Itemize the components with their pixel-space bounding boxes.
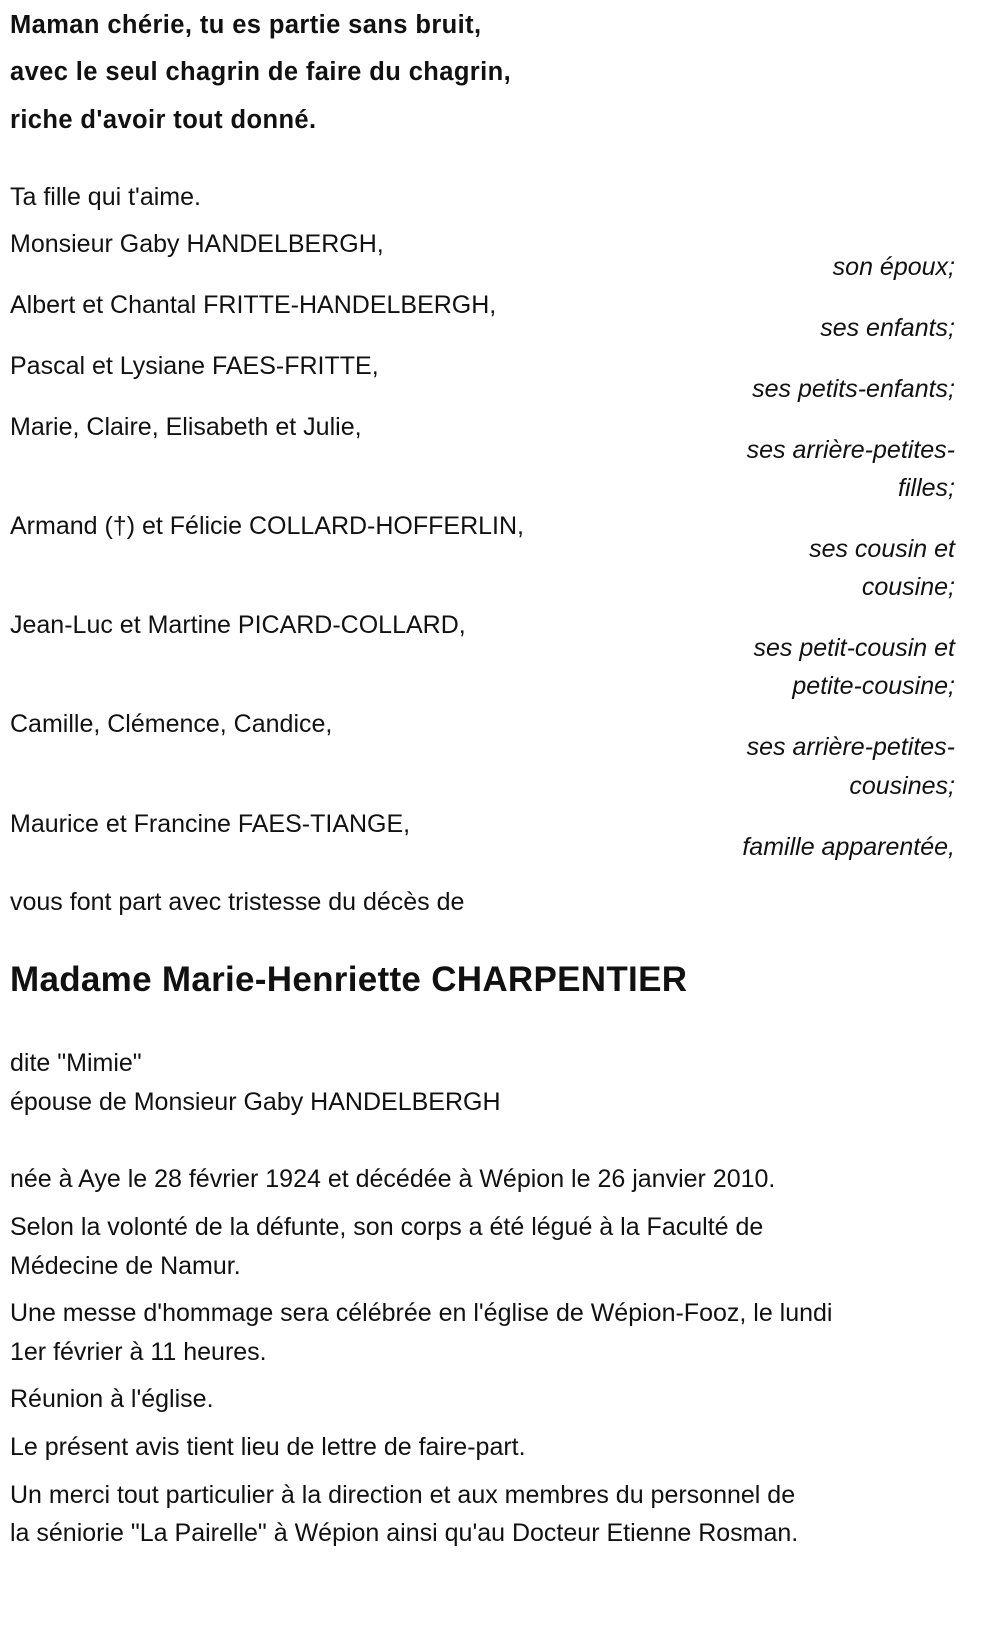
birth-death-line: née à Aye le 28 février 1924 et décédée à Wépion le 26 janvier 2010.: [10, 1165, 776, 1193]
family-names: Maurice et Francine FAES-TIANGE,: [10, 810, 411, 838]
body-donation-line: Selon la volonté de la défunte, son corps a été légué à la Faculté de: [10, 1213, 764, 1241]
family-relation: cousine;: [861, 573, 955, 601]
family-names: Monsieur Gaby HANDELBERGH,: [10, 230, 384, 258]
notice-line: Le présent avis tient lieu de lettre de faire-part.: [10, 1433, 526, 1461]
deceased-name: Madame Marie-Henriette CHARPENTIER: [10, 960, 688, 999]
family-relation: ses arrière-petites-: [746, 436, 955, 464]
family-names: Pascal et Lysiane FAES-FRITTE,: [10, 352, 379, 380]
verse-line: avec le seul chagrin de faire du chagrin,: [10, 58, 512, 86]
signature: Ta fille qui t'aime.: [10, 183, 201, 211]
thanks-line: Un merci tout particulier à la direction et aux membres du personnel de: [10, 1481, 796, 1509]
family-relation: ses arrière-petites-: [746, 733, 955, 761]
mass-line: 1er février à 11 heures.: [10, 1338, 267, 1366]
family-relation: petite-cousine;: [792, 672, 955, 700]
family-names: Jean-Luc et Martine PICARD-COLLARD,: [10, 611, 466, 639]
family-relation: famille apparentée,: [742, 833, 955, 861]
verse-line: Maman chérie, tu es partie sans bruit,: [10, 11, 482, 39]
family-relation: cousines;: [849, 772, 955, 800]
verse-line: riche d'avoir tout donné.: [10, 106, 317, 134]
family-relation: ses petits-enfants;: [752, 375, 955, 403]
family-relation: ses cousin et: [809, 535, 955, 563]
family-relation: son époux;: [832, 253, 955, 281]
announcement: vous font part avec tristesse du décès de: [10, 888, 465, 916]
family-names: Marie, Claire, Elisabeth et Julie,: [10, 413, 362, 441]
body-donation-line: Médecine de Namur.: [10, 1252, 241, 1280]
family-relation: filles;: [898, 474, 955, 502]
family-relation: ses petit-cousin et: [753, 634, 955, 662]
nickname: dite "Mimie": [10, 1049, 142, 1077]
family-names: Camille, Clémence, Candice,: [10, 710, 333, 738]
family-names: Armand (†) et Félicie COLLARD-HOFFERLIN,: [10, 512, 525, 540]
mass-line: Une messe d'hommage sera célébrée en l'église de Wépion-Fooz, le lundi: [10, 1299, 833, 1327]
family-relation: ses enfants;: [820, 314, 955, 342]
family-names: Albert et Chantal FRITTE-HANDELBERGH,: [10, 291, 497, 319]
meeting-line: Réunion à l'église.: [10, 1385, 214, 1413]
spouse: épouse de Monsieur Gaby HANDELBERGH: [10, 1088, 501, 1116]
thanks-line: la séniorie "La Pairelle" à Wépion ainsi qu'au Docteur Etienne Rosman.: [10, 1519, 799, 1547]
